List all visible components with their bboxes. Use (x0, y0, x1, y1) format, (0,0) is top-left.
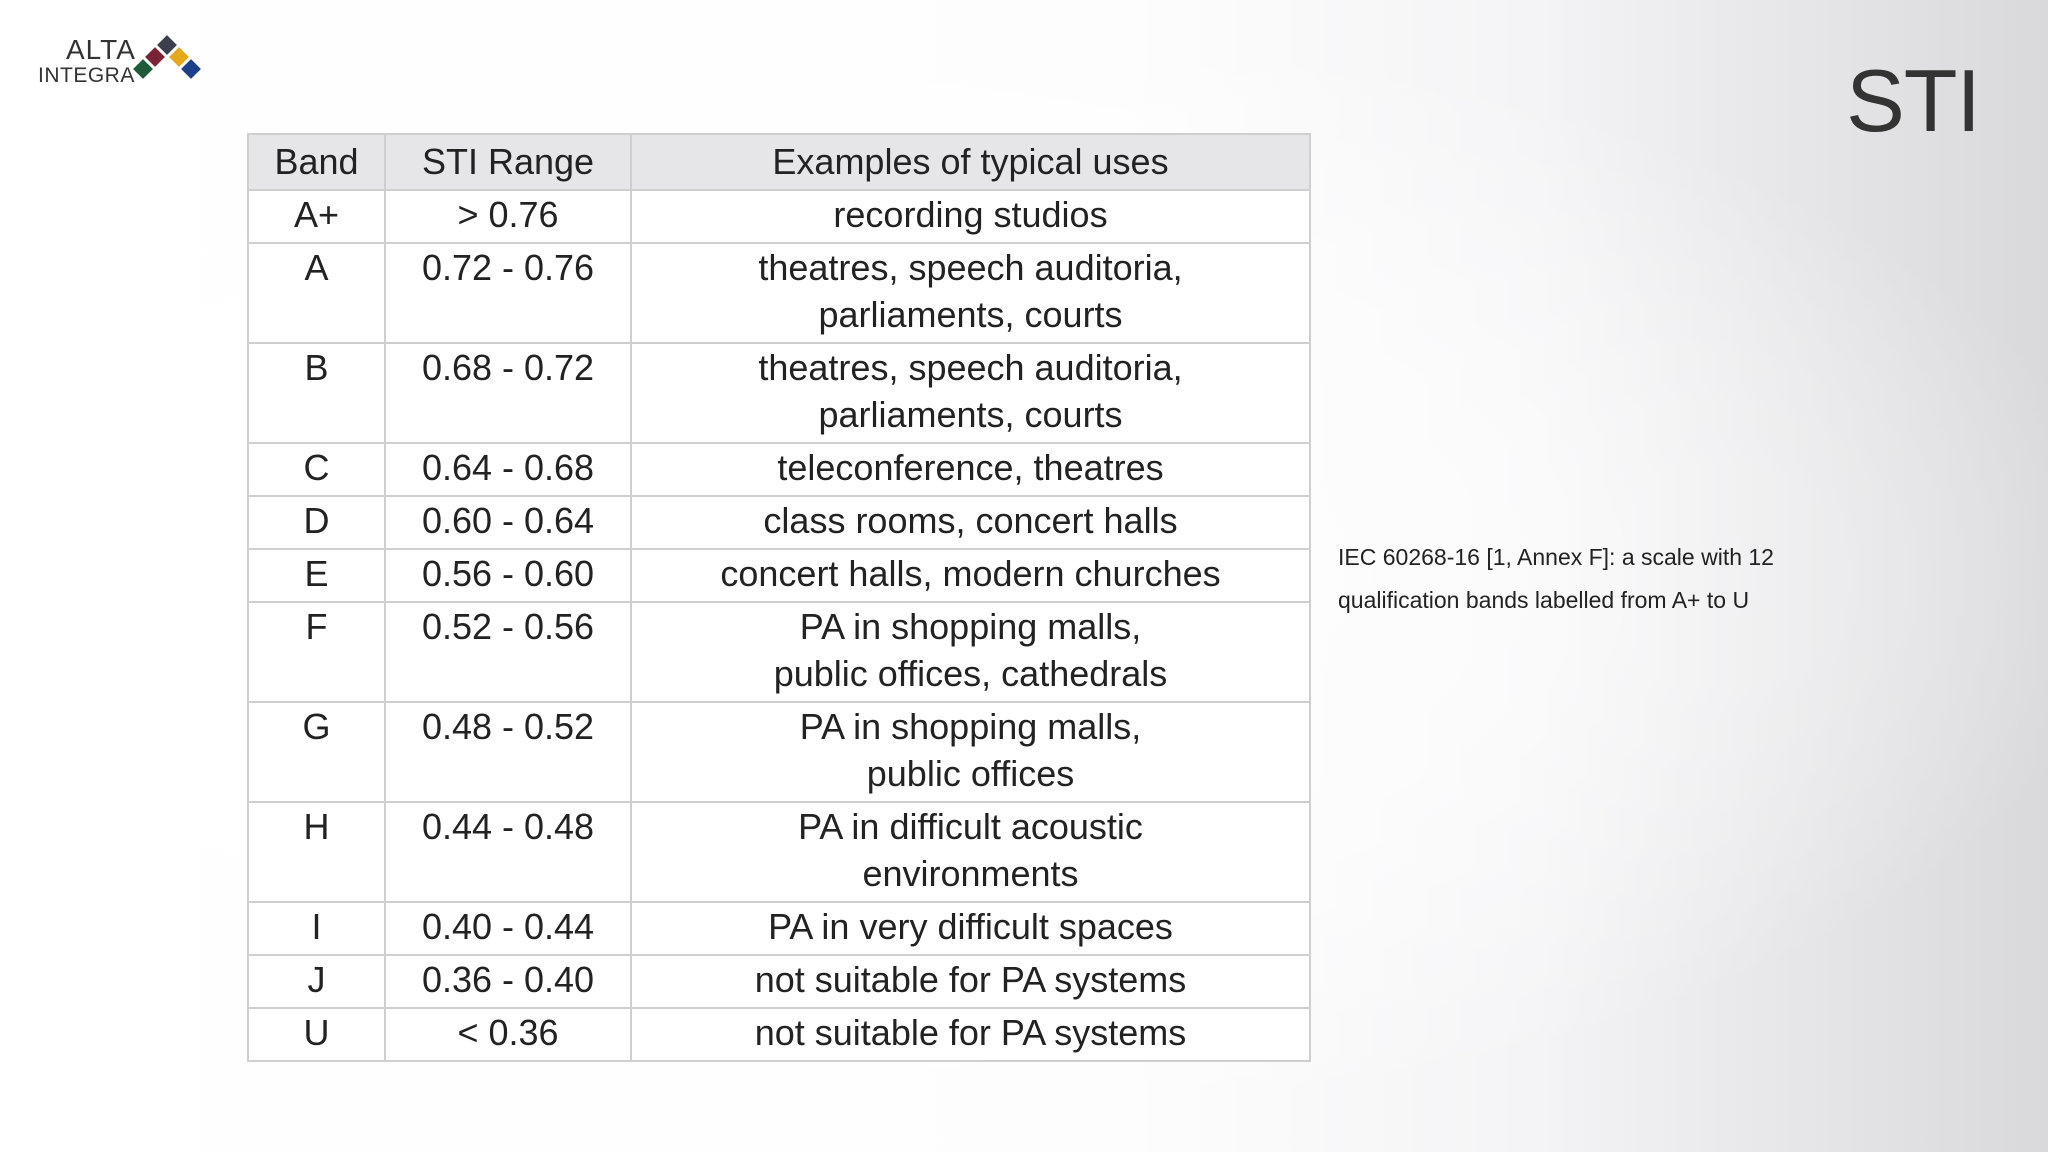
typical-uses-line: PA in very difficult spaces (768, 906, 1173, 947)
band-cell: D (248, 496, 385, 549)
sti-bands-table (247, 133, 1311, 1062)
typical-uses-cell (631, 955, 1310, 1008)
typical-uses-line: PA in shopping malls, (799, 706, 1142, 747)
typical-uses-line: recording studios (833, 194, 1108, 235)
caption-text: IEC 60268-16 [1, Annex F]: a scale with 12 qualification bands labelled from A+ to U (1338, 544, 1774, 613)
header-examples: Examples of typical uses (631, 134, 1310, 190)
header-sti-range: STI Range (385, 134, 631, 190)
typical-uses-cell (631, 496, 1310, 549)
typical-uses-line: class rooms, concert halls (763, 500, 1178, 541)
slide-title: STI (1846, 51, 1980, 150)
typical-uses-line: not suitable for PA systems (754, 1012, 1187, 1053)
typical-uses-cell (631, 549, 1310, 602)
typical-uses-cell (631, 243, 1310, 343)
typical-uses-line: not suitable for PA systems (754, 959, 1187, 1000)
table-row (248, 802, 1310, 902)
typical-uses-cell (631, 902, 1310, 955)
band-cell: A+ (248, 190, 385, 243)
table-row (248, 549, 1310, 602)
sti-range-cell: 0.72 - 0.76 (385, 243, 631, 343)
band-cell: A (248, 243, 385, 343)
typical-uses-line: environments (862, 853, 1079, 894)
typical-uses-line: teleconference, theatres (777, 447, 1164, 488)
table-row (248, 496, 1310, 549)
logo-diamond-blue (181, 59, 201, 79)
sti-range-cell: 0.44 - 0.48 (385, 802, 631, 902)
typical-uses-line: concert halls, modern churches (720, 553, 1221, 594)
sti-range-cell: 0.52 - 0.56 (385, 602, 631, 702)
typical-uses-cell (631, 190, 1310, 243)
band-cell: C (248, 443, 385, 496)
typical-uses-line: public offices (866, 753, 1075, 794)
logo-diamond-yellow (169, 47, 189, 67)
band-cell: B (248, 343, 385, 443)
band-cell: F (248, 602, 385, 702)
typical-uses-line: public offices, cathedrals (773, 653, 1168, 694)
table-row (248, 343, 1310, 443)
logo-diamonds-icon (126, 34, 216, 90)
typical-uses-cell (631, 702, 1310, 802)
sti-range-cell: 0.36 - 0.40 (385, 955, 631, 1008)
table-row (248, 443, 1310, 496)
typical-uses-cell (631, 1008, 1310, 1061)
band-cell: H (248, 802, 385, 902)
typical-uses-line: PA in shopping malls, (799, 606, 1142, 647)
table-row (248, 902, 1310, 955)
sti-bands-table-container (247, 133, 1309, 1062)
sti-range-cell: > 0.76 (385, 190, 631, 243)
band-cell: U (248, 1008, 385, 1061)
band-cell: I (248, 902, 385, 955)
table-row (248, 190, 1310, 243)
typical-uses-line: theatres, speech auditoria, (758, 347, 1183, 388)
typical-uses-line: PA in difficult acoustic (798, 806, 1143, 847)
typical-uses-line: parliaments, courts (818, 294, 1123, 335)
sti-range-cell: 0.68 - 0.72 (385, 343, 631, 443)
table-row (248, 1008, 1310, 1061)
typical-uses-cell (631, 602, 1310, 702)
logo-text-integra: INTEGRA (38, 64, 135, 87)
table-row (248, 702, 1310, 802)
sti-range-cell: < 0.36 (385, 1008, 631, 1061)
typical-uses-cell (631, 343, 1310, 443)
band-cell: G (248, 702, 385, 802)
table-row (248, 955, 1310, 1008)
typical-uses-line: theatres, speech auditoria, (758, 247, 1183, 288)
typical-uses-cell (631, 802, 1310, 902)
table-row (248, 243, 1310, 343)
logo-diamond-top (157, 35, 177, 55)
logo-diamond-green (133, 59, 153, 79)
sti-range-cell: 0.40 - 0.44 (385, 902, 631, 955)
alta-integra-logo (38, 32, 218, 92)
band-cell: E (248, 549, 385, 602)
logo-text-alta: ALTA (66, 34, 136, 65)
table-row (248, 602, 1310, 702)
table-header-row (248, 134, 1310, 190)
header-band: Band (248, 134, 385, 190)
typical-uses-cell (631, 443, 1310, 496)
typical-uses-line: parliaments, courts (818, 394, 1123, 435)
sti-range-cell: 0.56 - 0.60 (385, 549, 631, 602)
sti-range-cell: 0.60 - 0.64 (385, 496, 631, 549)
band-cell: J (248, 955, 385, 1008)
sti-range-cell: 0.64 - 0.68 (385, 443, 631, 496)
logo-diamond-red (145, 47, 165, 67)
sti-range-cell: 0.48 - 0.52 (385, 702, 631, 802)
